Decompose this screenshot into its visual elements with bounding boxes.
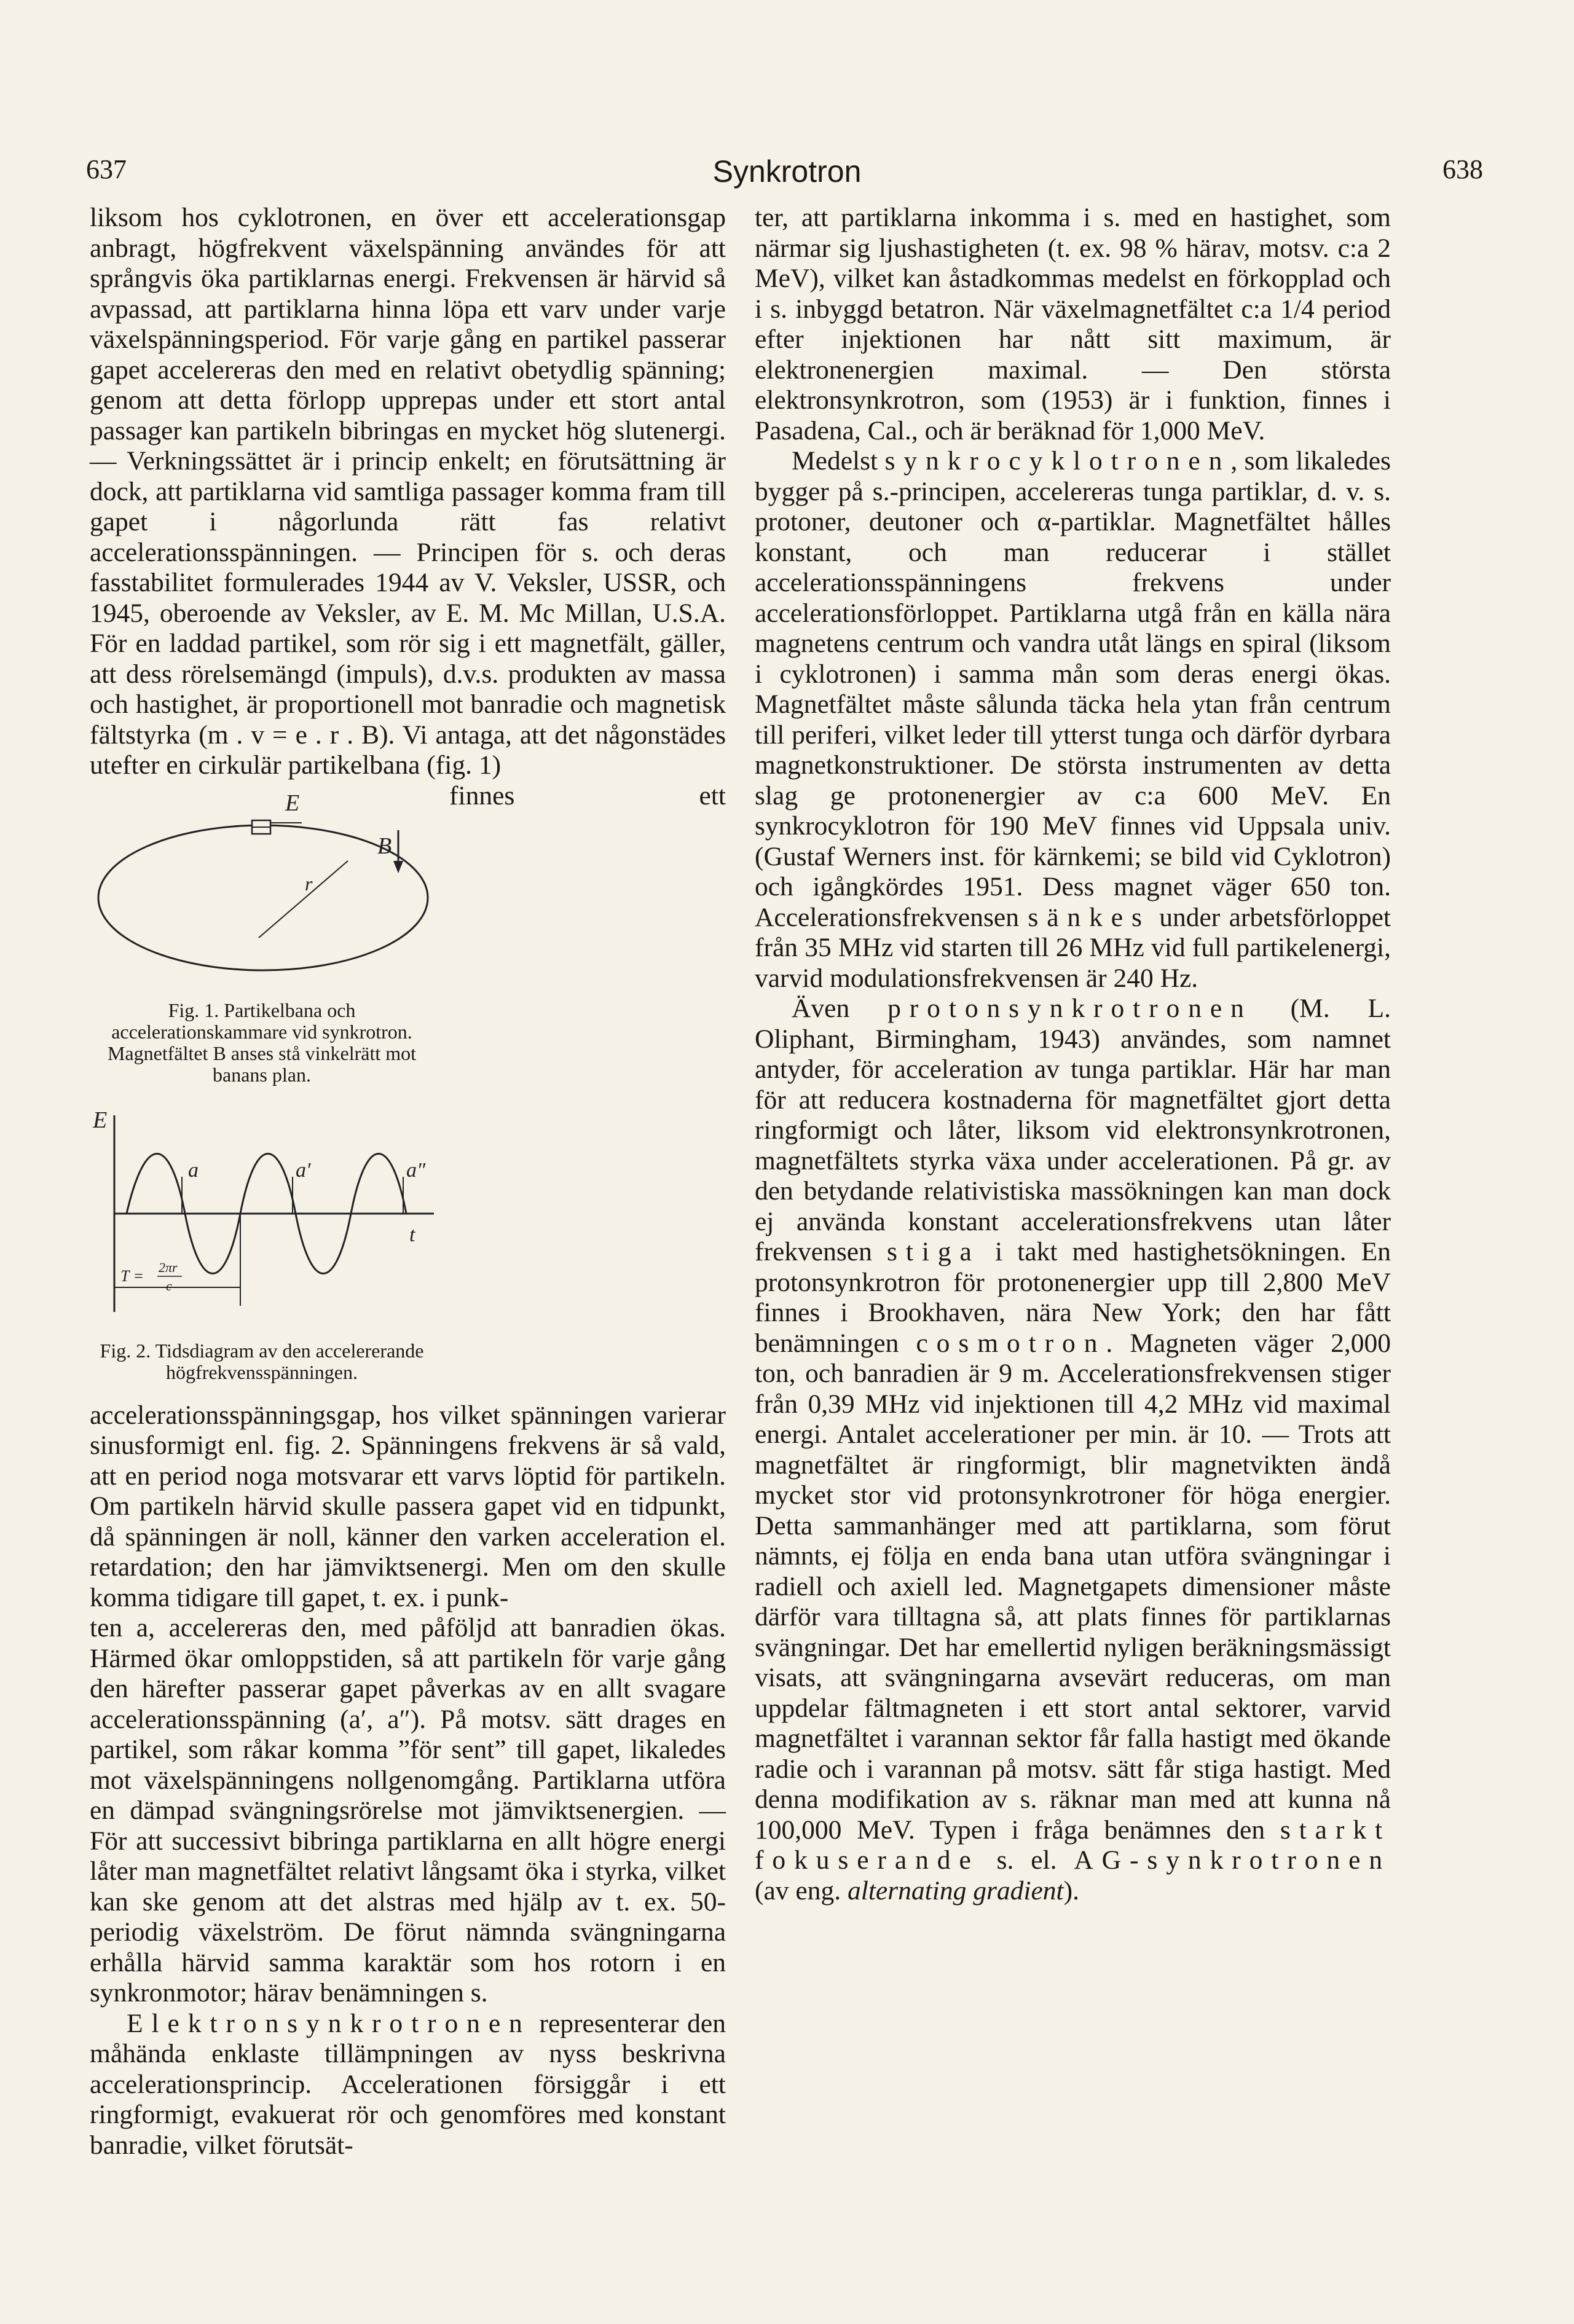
left-paragraph-2: ten a, accelereras den, med påföljd att banradien ökas. Härmed ökar omloppstiden, så att partikeln för varje gång den härefter passerar gapet påverkas av en allt svagare accelerationsspänning (a′, a″). På motsv. sätt drages en partikel, som råkar komma ”för sent” till gapet, likaledes mot växelspänningens nollgenomgång. Partiklarna utföra en dämpad svängningsrörelse mot jämviktsenergien. — För att successivt bibringa partiklarna en allt högre energi låter man magnetfältet relativt långsamt öka i styrka, vilket kan ske genom att det alstras med hjälp av t. ex. 50-periodig växelström. De förut nämnda svängningarna erhålla härvid samma karaktär som hos rotorn i en synkronmotor; härav benämningen s. (90, 1613, 726, 2008)
right-paragraph-1: ter, att partiklarna inkomma i s. med en hastighet, som närmar sig ljushastigheten (t. ex. 98 % härav, motsv. c:a 2 MeV), vilket kan åstadkommas medelst en förkopplad och i s. inbyggd betatron. När växelmagnetfältet c:a 1/4 period efter injektionen har nått sitt maximum, är elektronenergien maximal. — Den största elektronsynkrotron, som (1953) är i funktion, finnes i Pasadena, Cal., och är beräknad för 1,000 MeV. (755, 203, 1391, 446)
fig1-label-r: r (305, 872, 313, 895)
term-cosmotron: cosmotron (916, 1328, 1106, 1358)
term-alternating-gradient: alternating gradient (847, 1875, 1064, 1906)
fig2-label-E: E (93, 1107, 108, 1133)
fig2-label-T: T = (120, 1266, 144, 1285)
fig1-caption: Fig. 1. Partikelbana och accelerationskammare vid synkrotron. Magnetfältet B anses stå vinkelrätt mot banans plan. (107, 999, 417, 1086)
term-starkt-fokuserande: starkt fokuserande (755, 1815, 1391, 1875)
fig2-label-a: a (188, 1158, 199, 1182)
right-p3-g: ). (1063, 1875, 1079, 1906)
term-protonsynkrotronen: protonsynkrotronen (887, 994, 1253, 1023)
left-paragraph-3 (90, 2009, 726, 2161)
term-stiga: stiga (887, 1237, 980, 1266)
figures (90, 781, 434, 1400)
right-paragraph-2 (755, 446, 1391, 994)
term-sankes: sänkes (1028, 902, 1151, 932)
fig2-label-t: t (409, 1223, 415, 1246)
right-p2-c: under arbetsförloppet från 35 MHz vid starten till 26 MHz vid full partikelenergi, varvid modulationsfrekvensen är 240 Hz. (755, 902, 1391, 993)
fig2-label-a1: a′ (296, 1158, 311, 1182)
right-p2-a: Medelst (792, 446, 885, 476)
right-column (755, 203, 1391, 1906)
term-ag-synkrotronen: AG-synkrotronen (1074, 1845, 1391, 1875)
fig1-label-B: B (377, 833, 392, 859)
fig1-label-E: E (285, 790, 300, 816)
fig2-label-frac-num: 2πr (159, 1259, 178, 1275)
page-number-right: 638 (1442, 154, 1483, 184)
left-paragraph-1: liksom hos cyklotronen, en över ett accelerationsgap anbragt, högfrekvent växelspänning användes för att språngvis öka partiklarnas energi. Frekvensen är härvid så avpassad, att partiklarna hinna löpa ett varv under varje växelspänningsperiod. För varje gång en partikel passerar gapet accelereras den med en relativt obetydlig spänning; genom att detta förlopp upprepas under ett stort antal passager kan partikeln bibringas en mycket hög slutenergi. — Verkningssättet är i princip enkelt; en förutsättning är dock, att partiklarna vid samtliga passager komma fram till gapet i någorlunda rätt fas relativt accelerationsspänningen. — Principen för s. och deras fasstabilitet formulerades 1944 av V. Veksler, USSR, och 1945, oberoende av Veksler, av E. M. Mc Millan, U.S.A. För en laddad partikel, som rör sig i ett magnetfält, gäller, att dess rörelsemängd (impuls), d.v.s. produkten av massa och hastighet, är proportionell mot banradie och magnetisk fältstyrka (m . v = e . r . B). Vi antaga, att det någonstädes utefter en cirkulär partikelbana (fig. 1) (90, 203, 726, 780)
fig2-caption: Fig. 2. Tidsdiagram av den accelererande högfrekvensspänningen. (100, 1339, 424, 1383)
right-p3-d: . Magneten väger 2,000 ton, och banradien är 9 m. Accelerationsfrekvensen stiger från 0,39 MHz vid injektionen till 4,2 MHz vid maximal energi. Antalet accelerationer per min. är 10. — Trots att magnetfältet är ringformigt, blir magnetvikten ändå mycket stor vid protonsynkrotroner för höga energier. Detta sammanhänger med att partiklarna, som förut nämnts, ej följa en enda bana utan utföra svängningar i radiell och axiell led. Magnetgapets dimensioner måste därför vara tilltagna så, att plats finnes för partiklarnas svängningar. Det har emellertid nyligen beräkningsmässigt visats, att svängningarna avsevärt reduceras, om man uppdelar fältmagneten i ett stort antal sektorer, varvid magnetfältet i varannan sektor får falla hastigt med ökande radie och i varannan på motsv. sätt får stiga hastigt. Med denna modifikation av s. räknar man med att kunna nå 100,000 MeV. Typen i fråga benämnes den (755, 1328, 1391, 1845)
right-p3-f: (av eng. (755, 1875, 848, 1906)
right-p3-a: Även (792, 994, 888, 1023)
page-number-left: 637 (86, 154, 127, 184)
right-p3-e: s. el. (979, 1845, 1074, 1875)
radius-line (259, 861, 348, 938)
fig2-label-a2: a″ (406, 1158, 426, 1182)
fig1-diagram (90, 781, 434, 996)
right-paragraph-3 (755, 994, 1391, 1906)
fig2-diagram (90, 1103, 434, 1337)
left-wrap-text: finnes ett accelerationsspänningsgap, hos vilket spänningen varierar sinusformigt enl. fig. 2. Spänningens frekvens är så vald, att en period noga motsvarar ett varvs löptid för partikeln. Om partikeln härvid skulle passera gapet vid en tidpunkt, då spänningen är noll, känner den varken acceleration el. retardation; den har jämviktsenergi. Men om den skulle komma tidigare till gapet, t. ex. i punk- (90, 780, 726, 1612)
right-p2-b: , som likaledes bygger på s.-principen, accelereras tunga partiklar, d. v. s. protoner, deutoner och α-partiklar. Magnetfältet hålles konstant, och man reducerar i stället accelerationsspänningens frekvens under accelerationsförloppet. Partiklarna utgå från en källa nära magnetens centrum och vandra utåt längs en spiral (liksom i cyklotronen) i samma mån som deras energi ökas. Magnetfältet måste sålunda täcka hela ytan från centrum till periferi, vilket leder till ytterst tunga och därför dyrbara magnetkonstruktioner. De största instrumenten av detta slag ge protonenergier av c:a 600 MeV. En synkrocyklotron för 190 MeV finnes vid Uppsala univ. (Gustaf Werners inst. för kärnkemi; se bild vid Cyklotron) och igångkördes 1951. Dess magnet väger 650 ton. Accelerationsfrekvensen (755, 446, 1391, 932)
fig2-label-frac-den: c (166, 1278, 172, 1294)
term-synkrocyklotronen: synkrocyklotronen (884, 446, 1231, 476)
right-p3-b: (M. L. Oliphant, Birmingham, 1943) användes, som namnet antyder, för acceleration av tunga partiklar. Här har man för att reducera kostnaderna för magnetfältet gjort detta ringformigt och låter, liksom vid elektronsynkrotronen, magnetfältets styrka växa under accelerationen. På gr. av den betydande relativistiska massökningen kan man dock ej använda konstant accelerationsfrekvens utan låter frekvensen (755, 994, 1391, 1266)
left-paragraph-3-text: representerar den måhända enklaste tillämpningen av nyss beskrivna accelerationsprincip. Accelerationen försiggår i ett ringformigt, evakuerat rör och genomföres med konstant banradie, vilket förutsät- (90, 2008, 726, 2160)
page-title: Synkrotron (712, 154, 862, 189)
right-p3-c: i takt med hastighetsökningen. En protonsynkrotron för protonenergier upp till 2,800 MeV finnes i Brookhaven, nära New York; den har fått benämningen (755, 1237, 1391, 1358)
term-elektronsynkrotronen: Elektronsynkrotronen (127, 2008, 531, 2038)
left-column (90, 203, 726, 2161)
